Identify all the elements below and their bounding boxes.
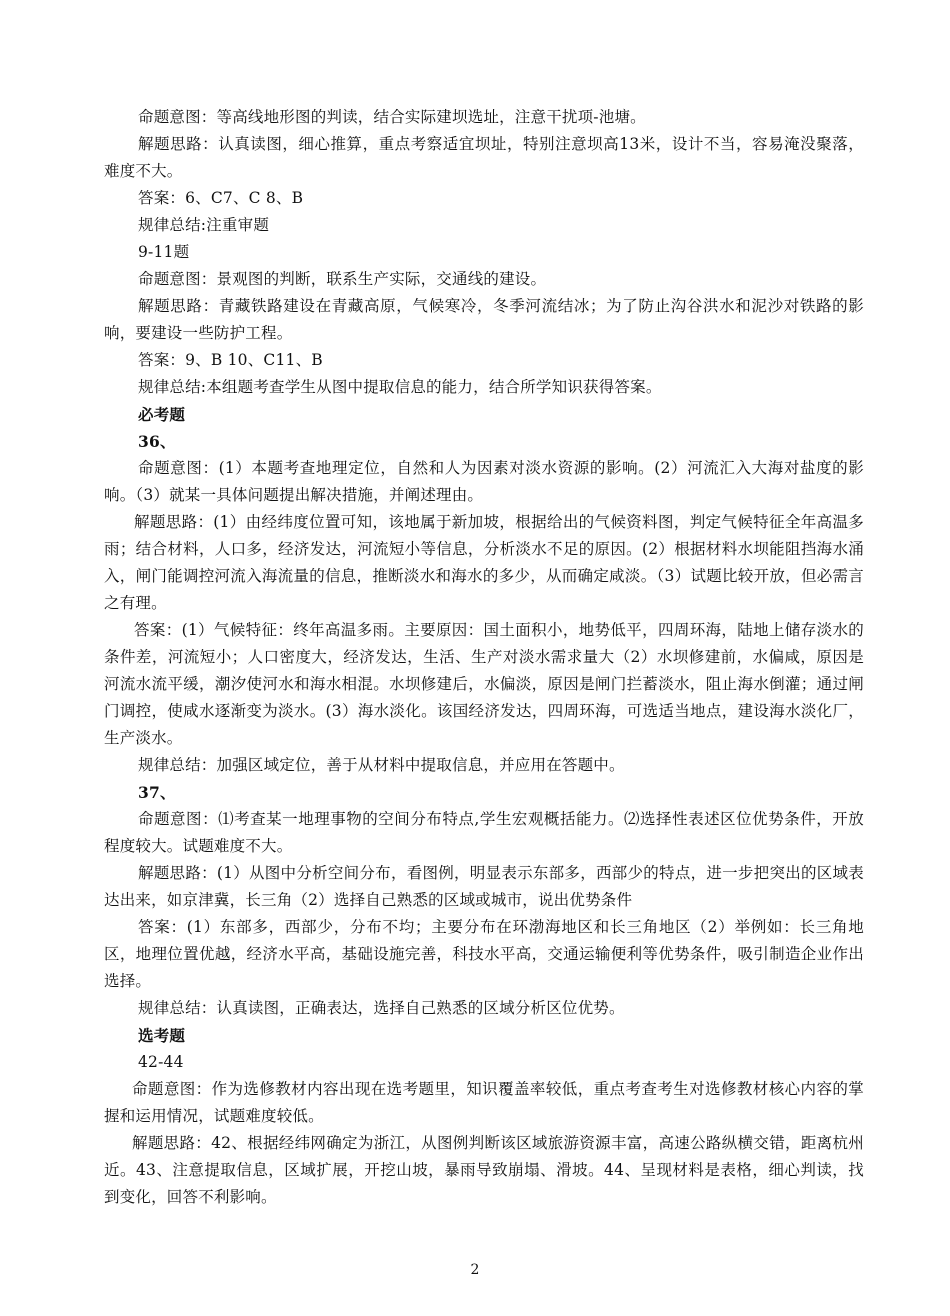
document-body xyxy=(104,104,864,1211)
intent-36: 命题意图：(1）本题考查地理定位，自然和人为因素对淡水资源的影响。(2）河流汇入大海对盐度的影响。（3）就某一具体问题提出解决措施，并阐述理由。 xyxy=(104,459,864,504)
question-label-9-11: 9-11题 xyxy=(138,243,190,261)
answer-6-8: 答案：6、C7、C 8、B xyxy=(138,189,304,207)
intent-6-8: 命题意图：等高线地形图的判读，结合实际建坝选址，注意干扰项-池塘。 xyxy=(138,108,646,126)
question-label-42-44: 42-44 xyxy=(138,1053,184,1071)
intent-42-44: 命题意图：作为选修教材内容出现在选考题里，知识覆盖率较低，重点考查考生对选修教材核心内容的掌握和运用情况，试题难度较低。 xyxy=(104,1080,864,1125)
intent-9-11: 命题意图：景观图的判断，联系生产实际，交通线的建设。 xyxy=(138,270,547,288)
thinking-42-44: 解题思路：42、根据经纬网确定为浙江，从图例判断该区域旅游资源丰富，高速公路纵横交错，距离杭州近。43、注意提取信息，区域扩展，开挖山坡，暴雨导致崩塌、滑坡。44、呈现材料是表格，细心判读，找到变化，回答不利影响。 xyxy=(104,1134,864,1206)
required-heading: 必考题 xyxy=(138,405,186,424)
answer-9-11: 答案：9、B 10、C11、B xyxy=(138,351,323,369)
summary-9-11: 规律总结:本组题考查学生从图中提取信息的能力，结合所学知识获得答案。 xyxy=(138,378,662,396)
thinking-37: 解题思路：(1）从图中分析空间分布，看图例，明显表示东部多，西部少的特点，进一步把突出的区域表达出来，如京津冀，长三角（2）选择自己熟悉的区域或城市，说出优势条件 xyxy=(104,864,864,909)
answer-36: 答案：(1）气候特征：终年高温多雨。主要原因：国土面积小，地势低平，四周环海，陆地上储存淡水的条件差，河流短小；人口密度大，经济发达，生活、生产对淡水需求量大（2）水坝修建前，水偏咸，原因是河流水流平缓，潮汐使河水和海水相混。水坝修建后，水偏淡，原因是闸门拦蓄淡水，阻止海水倒灌；通过闸门调控，使咸水逐渐变为淡水。(3）海水淡化。该国经济发达，四周环海，可选适当地点，建设海水淡化厂，生产淡水。 xyxy=(104,621,864,747)
question-number-36: 36、 xyxy=(138,432,176,451)
elective-heading: 选考题 xyxy=(138,1026,186,1045)
thinking-6-8: 解题思路：认真读图，细心推算，重点考察适宜坝址，特别注意坝高13米，设计不当，容易淹没聚落，难度不大。 xyxy=(104,135,864,180)
intent-37: 命题意图：⑴考查某一地理事物的空间分布特点,学生宏观概括能力。⑵选择性表述区位优势条件，开放程度较大。试题难度不大。 xyxy=(104,810,864,855)
summary-37: 规律总结：认真读图，正确表达，选择自己熟悉的区域分析区位优势。 xyxy=(138,999,625,1017)
question-number-37: 37、 xyxy=(138,783,176,802)
answer-37: 答案：(1）东部多，西部少，分布不均；主要分布在环渤海地区和长三角地区（2）举例如：长三角地区，地理位置优越，经济水平高，基础设施完善，科技水平高，交通运输便利等优势条件，吸引制造企业作出选择。 xyxy=(104,918,864,990)
page-number: 2 xyxy=(470,1262,480,1278)
thinking-9-11: 解题思路：青藏铁路建设在青藏高原，气候寒冷，冬季河流结冰；为了防止沟谷洪水和泥沙对铁路的影响，要建设一些防护工程。 xyxy=(104,297,864,342)
summary-36: 规律总结：加强区域定位，善于从材料中提取信息，并应用在答题中。 xyxy=(138,756,625,774)
thinking-36: 解题思路：(1）由经纬度位置可知，该地属于新加坡，根据给出的气候资料图，判定气候特征全年高温多雨；结合材料，人口多，经济发达，河流短小等信息，分析淡水不足的原因。(2）根据材料水坝能阻挡海水涌入，闸门能调控河流入海流量的信息，推断淡水和海水的多少，从而确定咸淡。（3）试题比较开放，但必需言之有理。 xyxy=(104,513,864,612)
summary-6-8: 规律总结:注重审题 xyxy=(138,216,270,234)
